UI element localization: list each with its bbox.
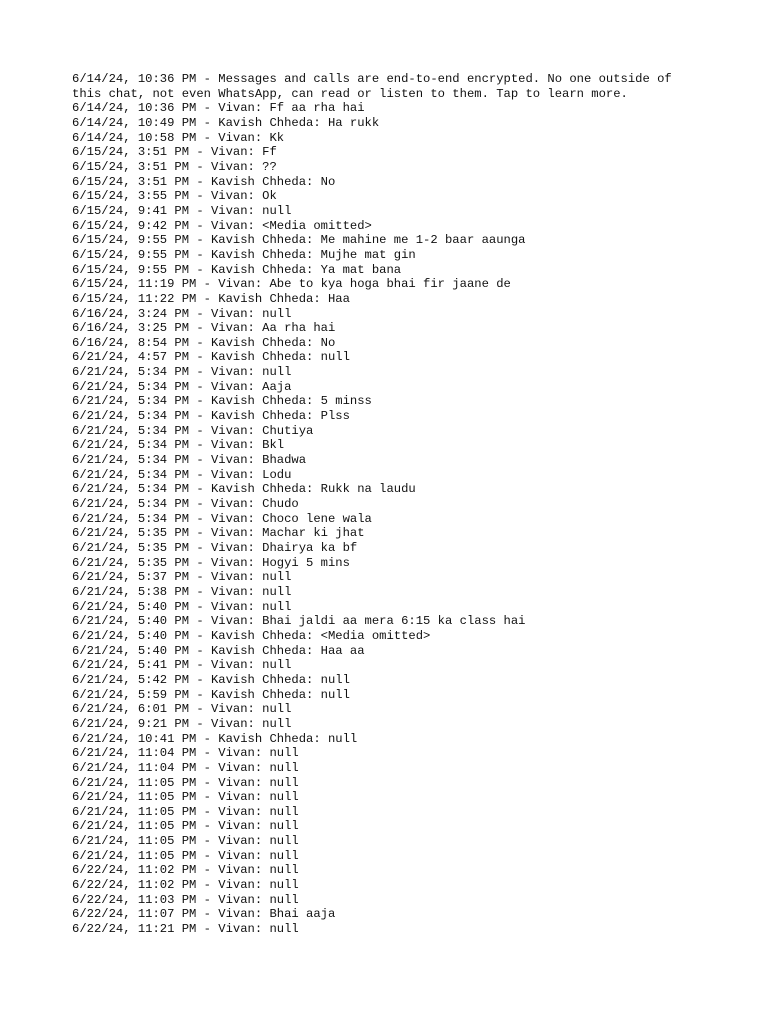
chat-log-line: 6/14/24, 10:58 PM - Vivan: Kk [72, 130, 285, 145]
chat-log-line: 6/15/24, 3:55 PM - Vivan: Ok [72, 189, 277, 204]
chat-log-line: 6/14/24, 10:36 PM - Vivan: Ff aa rha hai [72, 101, 365, 116]
chat-log-line: 6/21/24, 5:40 PM - Kavish Chheda: <Media omitted> [72, 628, 431, 643]
chat-log-line: 6/21/24, 5:37 PM - Vivan: null [72, 570, 292, 585]
chat-log-line: 6/15/24, 3:51 PM - Vivan: ?? [72, 159, 277, 174]
chat-log-line: 6/16/24, 3:24 PM - Vivan: null [72, 306, 292, 321]
chat-log-line: 6/15/24, 3:51 PM - Kavish Chheda: No [72, 174, 336, 189]
chat-log-line: 6/15/24, 9:42 PM - Vivan: <Media omitted> [72, 218, 372, 233]
chat-log-line: 6/21/24, 5:34 PM - Vivan: Chutiya [72, 423, 314, 438]
chat-log-line: 6/21/24, 5:34 PM - Kavish Chheda: Plss [72, 409, 350, 424]
chat-log-line: 6/21/24, 11:05 PM - Vivan: null [72, 834, 299, 849]
chat-log-line: 6/21/24, 5:35 PM - Vivan: Hogyi 5 mins [72, 555, 350, 570]
chat-log-line: 6/22/24, 11:02 PM - Vivan: null [72, 863, 299, 878]
chat-log-line: 6/21/24, 5:35 PM - Vivan: Machar ki jhat [72, 526, 365, 541]
chat-log-line: 6/21/24, 5:41 PM - Vivan: null [72, 658, 292, 673]
chat-log-line: 6/22/24, 11:21 PM - Vivan: null [72, 922, 299, 937]
chat-log-line: 6/21/24, 9:21 PM - Vivan: null [72, 716, 292, 731]
chat-log-line: 6/21/24, 5:34 PM - Kavish Chheda: 5 minss [72, 394, 372, 409]
chat-log-line: 6/16/24, 3:25 PM - Vivan: Aa rha hai [72, 321, 336, 336]
chat-log-line: 6/15/24, 9:55 PM - Kavish Chheda: Me mahine me 1-2 baar aaunga [72, 233, 526, 248]
chat-log [72, 72, 696, 937]
chat-log-line: 6/21/24, 5:40 PM - Vivan: Bhai jaldi aa mera 6:15 ka class hai [72, 614, 526, 629]
chat-log-line: this chat, not even WhatsApp, can read or listen to them. Tap to learn more. [72, 86, 628, 101]
chat-log-line: 6/21/24, 11:05 PM - Vivan: null [72, 819, 299, 834]
chat-log-line: 6/21/24, 5:42 PM - Kavish Chheda: null [72, 672, 350, 687]
chat-log-line: 6/15/24, 11:22 PM - Kavish Chheda: Haa [72, 291, 350, 306]
chat-log-line: 6/21/24, 11:04 PM - Vivan: null [72, 760, 299, 775]
chat-log-line: 6/21/24, 5:59 PM - Kavish Chheda: null [72, 687, 350, 702]
chat-log-line: 6/14/24, 10:49 PM - Kavish Chheda: Ha rukk [72, 115, 380, 130]
chat-log-line: 6/15/24, 9:41 PM - Vivan: null [72, 203, 292, 218]
chat-log-line: 6/15/24, 9:55 PM - Kavish Chheda: Mujhe mat gin [72, 247, 416, 262]
chat-log-line: 6/21/24, 11:05 PM - Vivan: null [72, 804, 299, 819]
chat-log-line: 6/21/24, 4:57 PM - Kavish Chheda: null [72, 350, 350, 365]
chat-log-line: 6/21/24, 5:40 PM - Kavish Chheda: Haa aa [72, 643, 365, 658]
chat-log-line: 6/21/24, 5:34 PM - Vivan: null [72, 365, 292, 380]
chat-log-line: 6/22/24, 11:07 PM - Vivan: Bhai aaja [72, 907, 336, 922]
chat-log-line: 6/21/24, 5:34 PM - Vivan: Chudo [72, 497, 299, 512]
chat-log-line: 6/21/24, 5:34 PM - Vivan: Aaja [72, 379, 292, 394]
chat-log-line: 6/21/24, 5:34 PM - Vivan: Lodu [72, 467, 292, 482]
chat-log-line: 6/21/24, 11:05 PM - Vivan: null [72, 848, 299, 863]
chat-log-line: 6/21/24, 5:34 PM - Vivan: Bhadwa [72, 453, 307, 468]
chat-log-line: 6/21/24, 5:34 PM - Vivan: Bkl [72, 438, 285, 453]
chat-log-line: 6/15/24, 11:19 PM - Vivan: Abe to kya hoga bhai fir jaane de [72, 277, 511, 292]
chat-log-line: 6/22/24, 11:02 PM - Vivan: null [72, 878, 299, 893]
chat-log-line: 6/21/24, 6:01 PM - Vivan: null [72, 702, 292, 717]
chat-log-line: 6/14/24, 10:36 PM - Messages and calls are end-to-end encrypted. No one outside of [72, 72, 672, 86]
chat-log-line: 6/15/24, 9:55 PM - Kavish Chheda: Ya mat bana [72, 262, 402, 277]
chat-log-line: 6/15/24, 3:51 PM - Vivan: Ff [72, 145, 277, 160]
chat-log-line: 6/21/24, 5:40 PM - Vivan: null [72, 599, 292, 614]
chat-log-line: 6/21/24, 5:34 PM - Vivan: Choco lene wala [72, 511, 372, 526]
chat-log-line: 6/21/24, 11:05 PM - Vivan: null [72, 790, 299, 805]
chat-log-line: 6/21/24, 11:04 PM - Vivan: null [72, 746, 299, 761]
chat-log-line: 6/21/24, 5:38 PM - Vivan: null [72, 584, 292, 599]
chat-log-line: 6/21/24, 5:35 PM - Vivan: Dhairya ka bf [72, 541, 358, 555]
chat-log-line: 6/22/24, 11:03 PM - Vivan: null [72, 892, 299, 907]
chat-log-line: 6/21/24, 11:05 PM - Vivan: null [72, 775, 299, 790]
chat-log-line: 6/16/24, 8:54 PM - Kavish Chheda: No [72, 335, 336, 350]
chat-log-line: 6/21/24, 10:41 PM - Kavish Chheda: null [72, 731, 358, 746]
chat-log-line: 6/21/24, 5:34 PM - Kavish Chheda: Rukk na laudu [72, 482, 416, 497]
